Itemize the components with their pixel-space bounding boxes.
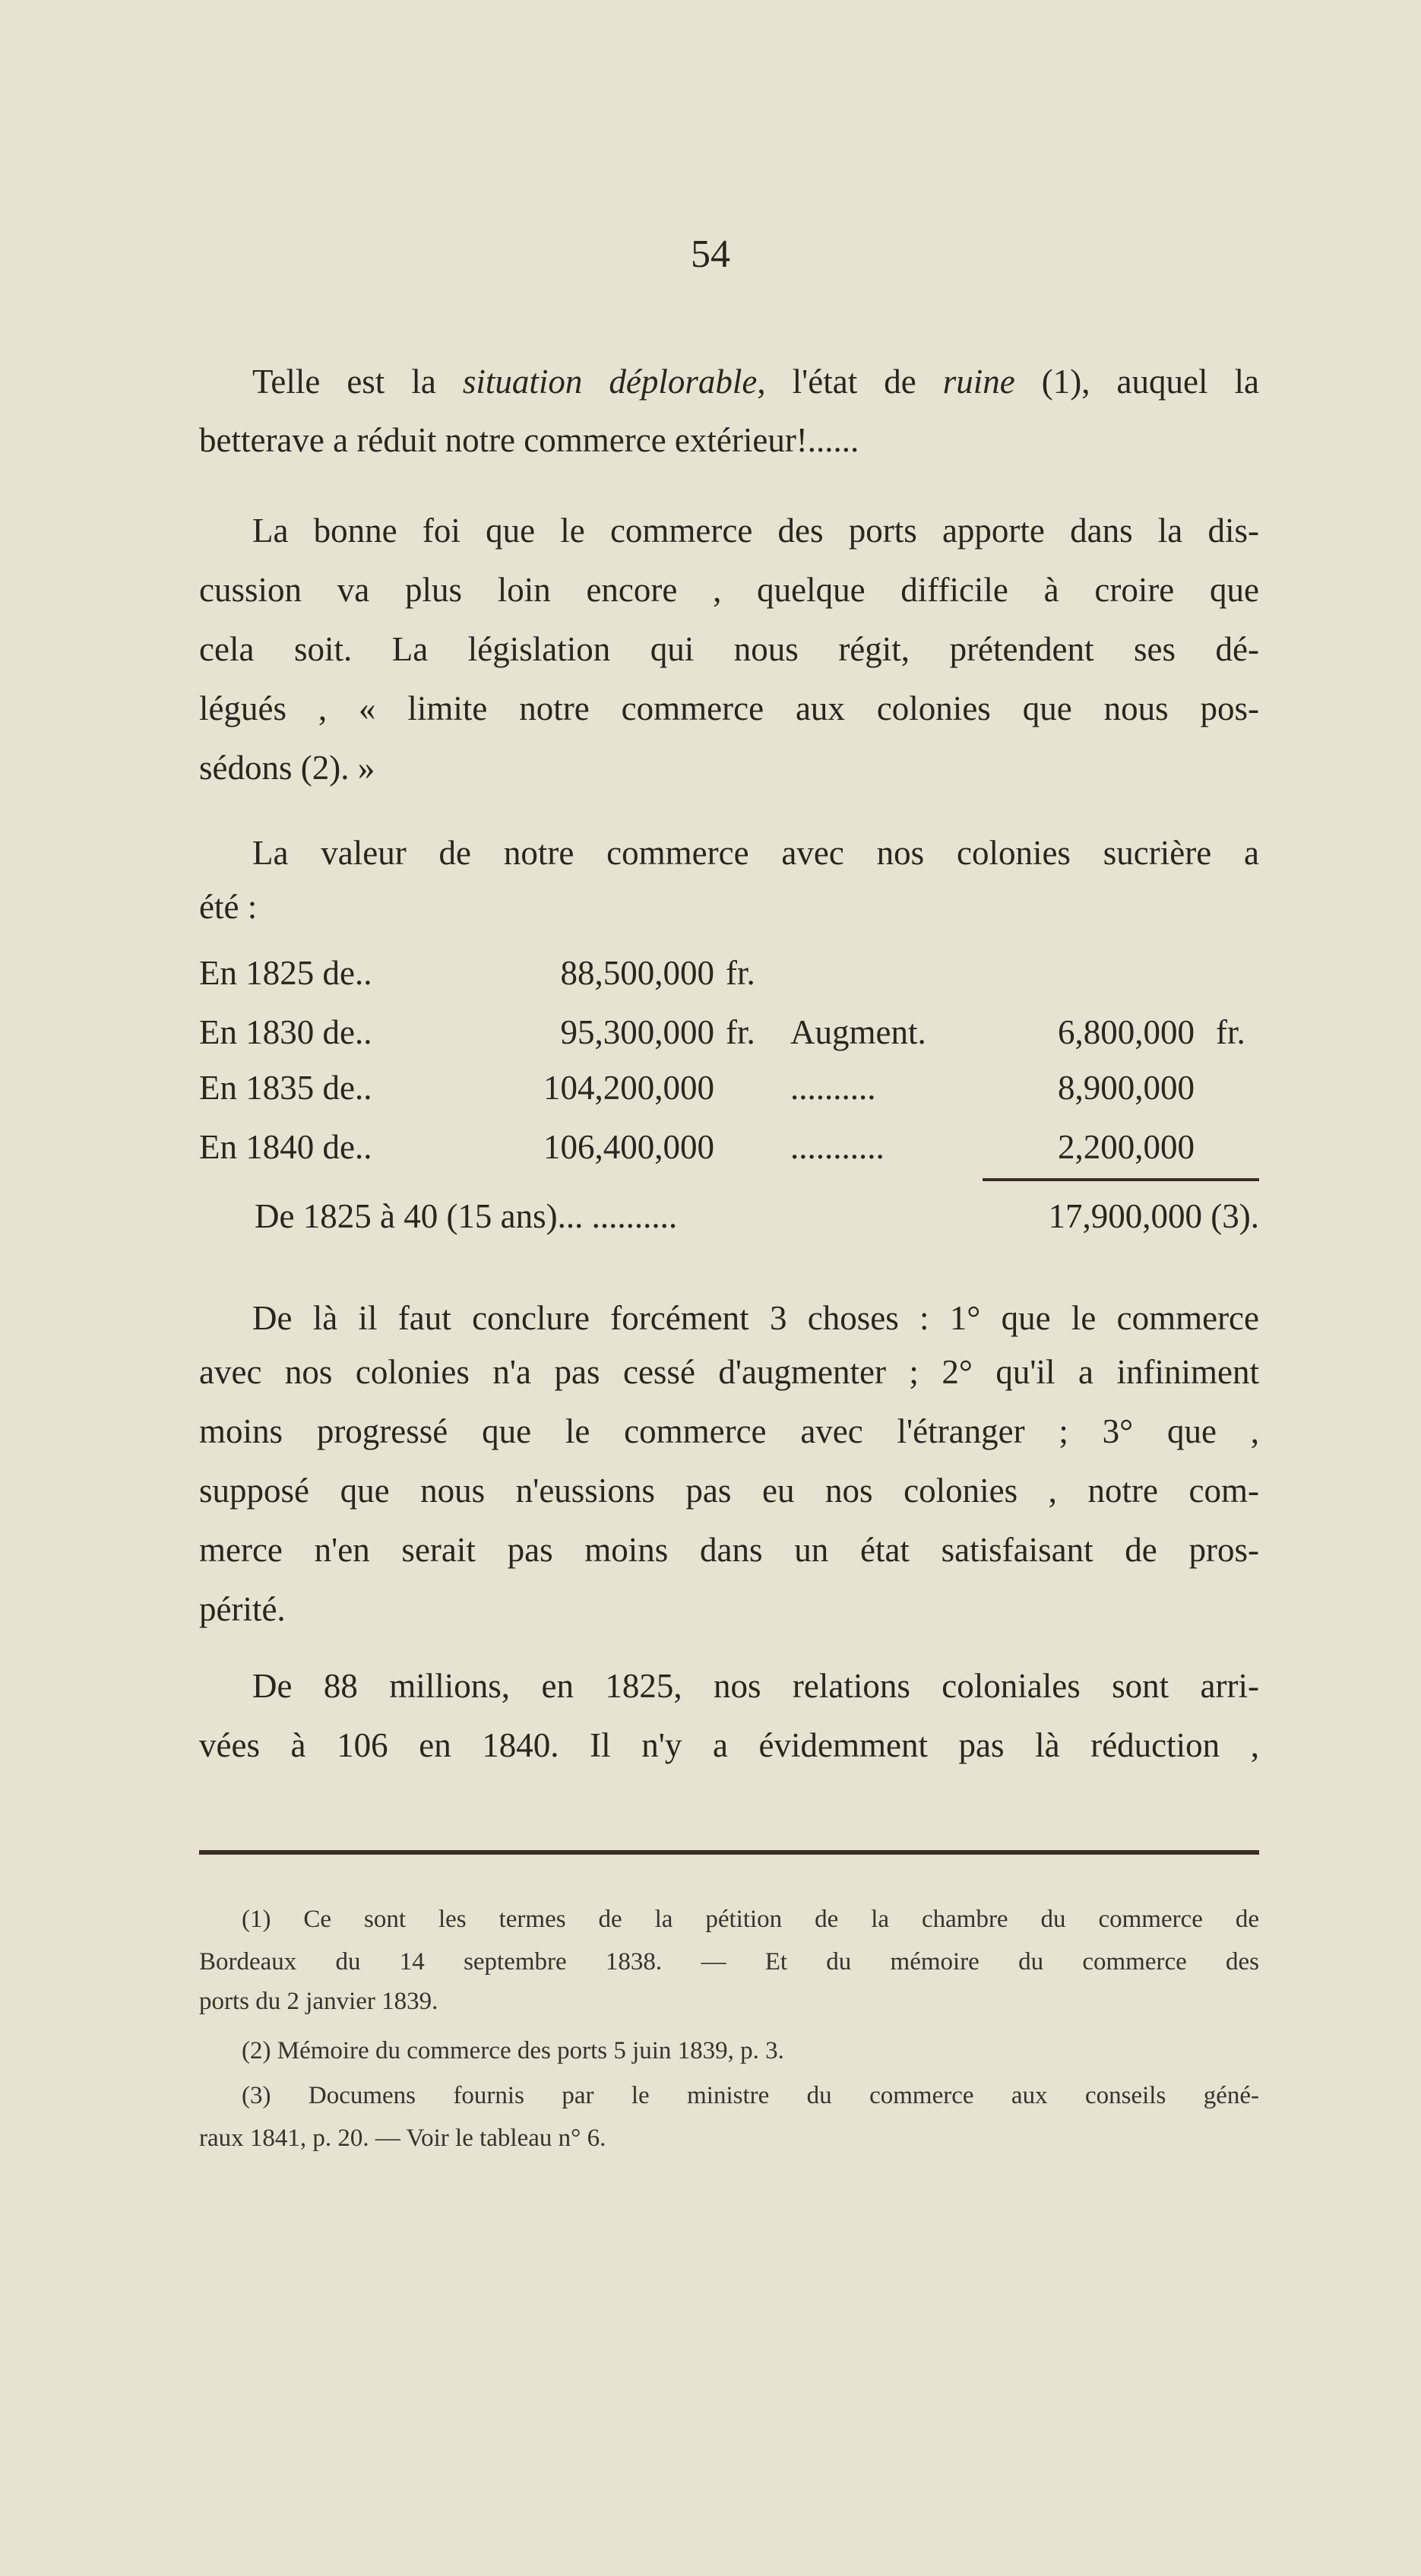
row-increase-label: .......... [790, 1069, 876, 1107]
body-line: périté. [199, 1590, 286, 1628]
body-line: cela soit. La législation qui nous régit, prétendent ses dé- [199, 630, 1259, 668]
body-line: De là il faut conclure forcément 3 choses : 1° que le commerce [252, 1299, 1259, 1337]
total-value: 17,900,000 (3). [1048, 1197, 1259, 1235]
body-line: moins progressé que le commerce avec l'étranger ; 3° que , [199, 1412, 1259, 1450]
body-line: betterave a réduit notre commerce extérieur!...... [199, 421, 859, 459]
row-label: En 1840 de.. [199, 1128, 372, 1166]
body-line: cussion va plus loin encore , quelque difficile à croire que [199, 571, 1259, 609]
footnote-line: (3) Documens fournis par le ministre du commerce aux conseils géné- [242, 2082, 1259, 2109]
body-line: légués , « limite notre commerce aux colonies que nous pos- [199, 689, 1259, 727]
body-line: supposé que nous n'eussions pas eu nos colonies , notre com- [199, 1472, 1259, 1510]
row-value: 106,400,000 [543, 1128, 714, 1166]
row-increase-unit: fr. [1216, 1013, 1245, 1051]
row-unit: fr. [726, 954, 755, 992]
footnote-line: ports du 2 janvier 1839. [199, 1988, 438, 2015]
row-increase: 2,200,000 [1058, 1128, 1195, 1166]
row-label: En 1825 de.. [199, 954, 372, 992]
text: , l'état de [757, 363, 943, 401]
sum-rule [983, 1178, 1259, 1181]
row-label: En 1835 de.. [199, 1069, 372, 1107]
page-number: 54 [691, 233, 730, 276]
row-label: En 1830 de.. [199, 1013, 372, 1051]
body-line: avec nos colonies n'a pas cessé d'augmenter ; 2° qu'il a infiniment [199, 1353, 1259, 1391]
footnote-line: Bordeaux du 14 septembre 1838. — Et du mémoire du commerce des [199, 1948, 1259, 1976]
row-increase-label: Augment. [790, 1013, 926, 1051]
row-value: 88,500,000 [560, 954, 714, 992]
footnote-line: (2) Mémoire du commerce des ports 5 juin 1839, p. 3. [242, 2037, 784, 2064]
row-increase: 8,900,000 [1058, 1069, 1195, 1107]
body-line [252, 359, 1259, 404]
row-increase: 6,800,000 [1058, 1013, 1195, 1051]
italic-text: ruine [942, 363, 1015, 401]
footnote-line: (1) Ce sont les termes de la pétition de la chambre du commerce de [242, 1906, 1259, 1933]
body-line: sédons (2). » [199, 749, 375, 787]
body-line: vées à 106 en 1840. Il n'y a évidemment pas là réduction , [199, 1726, 1259, 1764]
row-increase-label: ........... [790, 1128, 885, 1166]
body-line: La bonne foi que le commerce des ports apporte dans la dis- [252, 512, 1259, 550]
total-label: De 1825 à 40 (15 ans)... .......... [255, 1197, 678, 1235]
italic-text: situation déplorable [462, 363, 758, 401]
body-line: été : [199, 888, 258, 926]
body-line: De 88 millions, en 1825, nos relations coloniales sont arri- [252, 1667, 1259, 1705]
text: Telle est la [252, 363, 463, 401]
body-line: merce n'en serait pas moins dans un état satisfaisant de pros- [199, 1531, 1259, 1569]
body-line: La valeur de notre commerce avec nos colonies sucrière a [252, 834, 1259, 872]
footnote-line: raux 1841, p. 20. — Voir le tableau n° 6. [199, 2124, 606, 2152]
row-value: 104,200,000 [543, 1069, 714, 1107]
row-unit: fr. [726, 1013, 755, 1051]
footnote-rule [199, 1850, 1259, 1855]
row-value: 95,300,000 [560, 1013, 714, 1051]
text: (1), auquel la [1014, 363, 1259, 401]
